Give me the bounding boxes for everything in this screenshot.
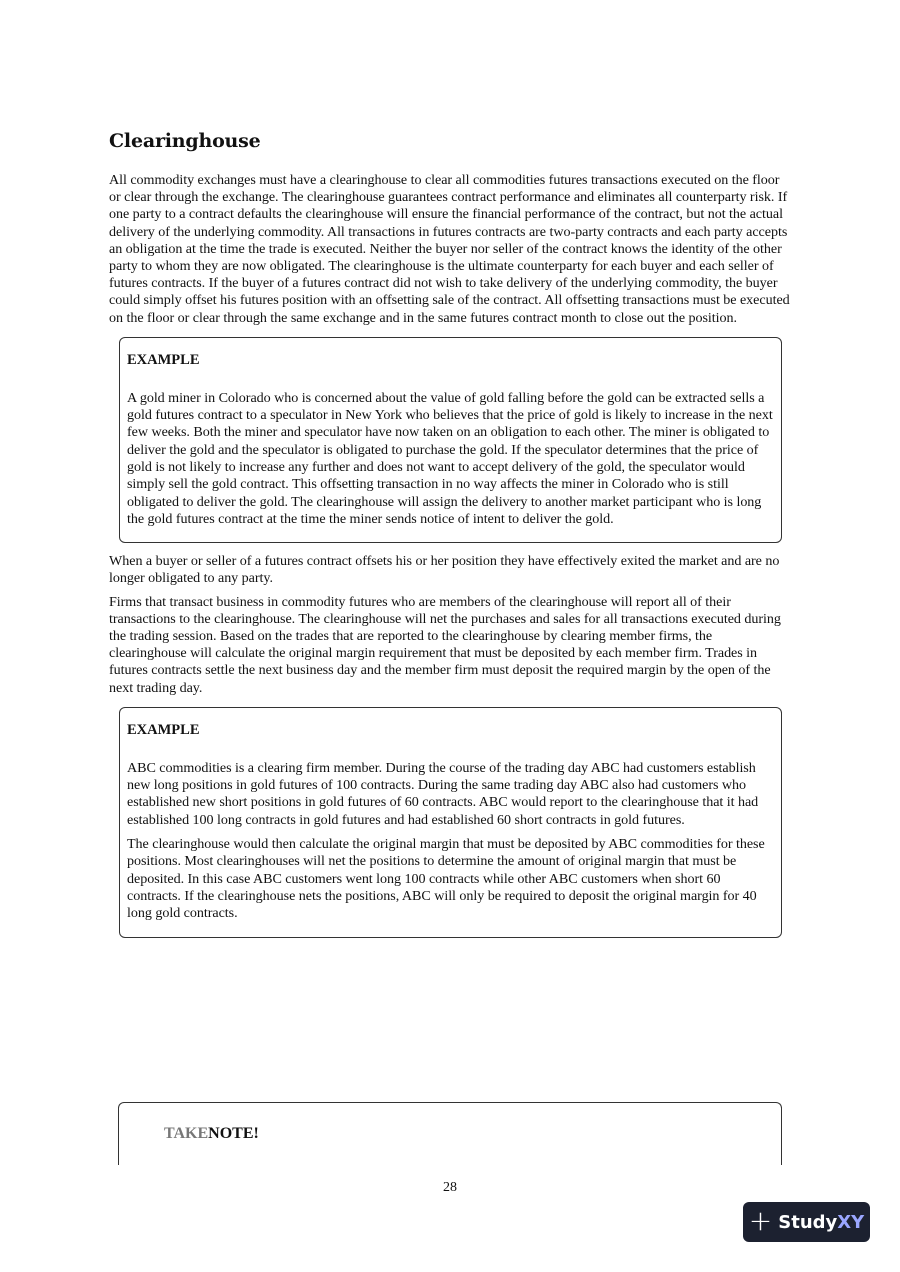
takenote-title — [164, 1125, 259, 1143]
example-box-abc — [119, 707, 782, 938]
example-body: The clearinghouse would then calculate the original margin that must be deposited by ABC commodities for these positions. Most clearinghouses will net the positions to determine the amount of original margin that must be deposited. In this case ABC customers went long 100 contracts while other ABC customers when short 60 contracts. If the clearinghouse nets the positions, ABC will only be required to deposit the original margin for 40 long gold contracts. — [127, 836, 765, 922]
page-number: 28 — [443, 1180, 457, 1195]
example-box-gold — [119, 337, 782, 543]
example-title: EXAMPLE — [127, 721, 200, 738]
page-content — [109, 130, 792, 948]
example-title: EXAMPLE — [127, 351, 200, 368]
section-title: Clearinghouse — [109, 130, 261, 152]
brand-name-study: Study — [778, 1211, 838, 1233]
studyxy-logo[interactable] — [743, 1202, 870, 1242]
takenote-take: TAKE — [164, 1125, 209, 1142]
brand-name-xy: XY — [837, 1211, 865, 1233]
takenote-box — [118, 1102, 782, 1165]
intro-paragraph: All commodity exchanges must have a clearinghouse to clear all commodities futures transactions executed on the floor or clear through the exchange. The clearinghouse guarantees contract performance and eliminates all counterparty risk. If one party to a contract defaults the clearinghouse will ensure the financial performance of the contract, but not the actual delivery of the underlying commodity. All transactions in futures contracts are two-party contracts and each party accepts an obligation at the time the trade is executed. Neither the buyer nor seller of the contract knows the identity of the other party to whom they are now obligated. The clearinghouse is the ultimate counterparty for each buyer and each seller of futures contracts. If the buyer of a futures contract did not wish to take delivery of the underlying commodity, the buyer could simply offset his futures position with an offsetting sale of the contract. All offsetting transactions must be executed on the floor or clear through the same exchange and in the same futures contract month to close out the position. — [109, 172, 790, 326]
example-body: ABC commodities is a clearing firm member. During the course of the trading day ABC had customers establish new long positions in gold futures of 100 contracts. During the same trading day ABC also had customers who established new short positions in gold futures of 60 contracts. ABC would report to the clearinghouse that it had established 100 long contracts in gold futures and had established 60 short contracts in gold futures. — [127, 759, 759, 828]
brand-name — [778, 1212, 864, 1233]
offset-paragraph: When a buyer or seller of a futures contract offsets his or her position they have effectively exited the market and are no longer obligated to any party. — [109, 553, 780, 587]
plus-icon: + — [748, 1203, 773, 1237]
example-body: A gold miner in Colorado who is concerned about the value of gold falling before the gold can be extracted sells a gold futures contract to a speculator in New York who believes that the price of gold is likely to increase in the next few weeks. Both the miner and speculator have now taken on an obligation to each other. The miner is obligated to deliver the gold and the speculator is obligated to purchase the gold. If the speculator determines that the price of gold is not likely to increase any further and does not want to accept delivery of the gold, the speculator would simply sell the gold contract. This offsetting transaction in no way affects the miner in Colorado who is still obligated to deliver the gold. The clearinghouse will assign the delivery to another market participant who is long the gold futures contract at the time the miner sends notice of intent to deliver the gold. — [127, 389, 773, 527]
takenote-note: NOTE! — [208, 1125, 259, 1142]
firms-paragraph: Firms that transact business in commodity futures who are members of the clearinghouse will report all of their transactions to the clearinghouse. The clearinghouse will net the purchases and sales for all transactions executed during the trading session. Based on the trades that are reported to the clearinghouse by clearing member firms, the clearinghouse will calculate the original margin requirement that must be deposited by each member firm. Trades in futures contracts settle the next business day and the member firm must deposit the required margin by the open of the next trading day. — [109, 593, 781, 696]
